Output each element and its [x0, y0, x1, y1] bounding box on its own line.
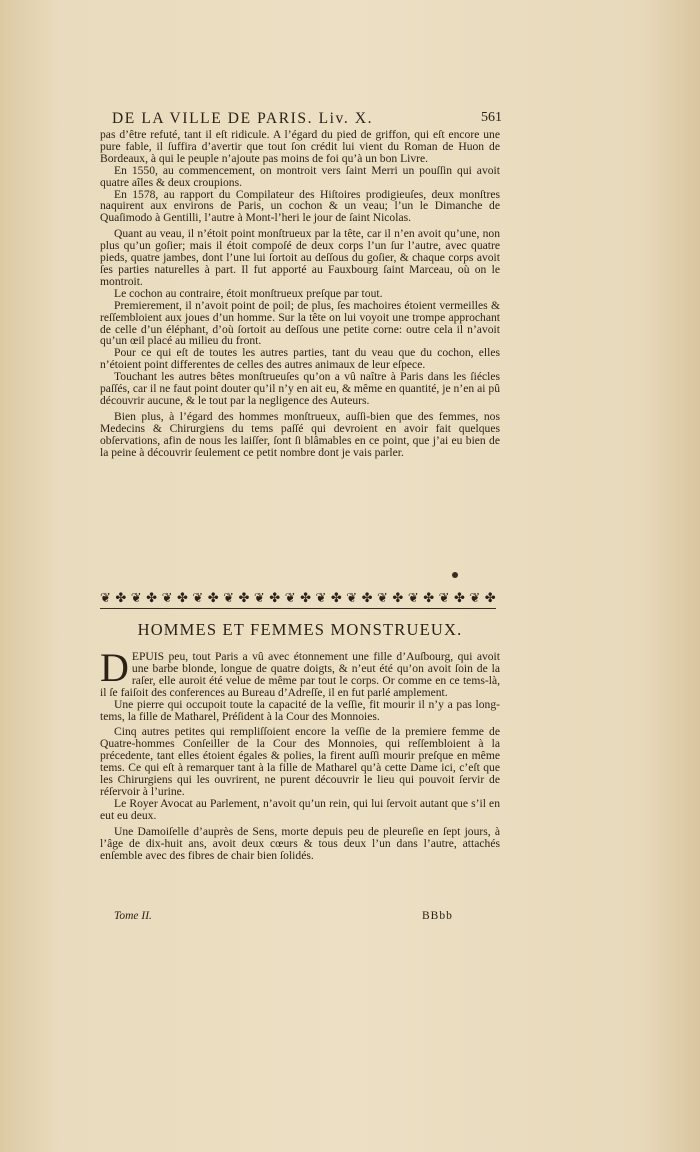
paragraph: Une pierre qui occupoit toute la capacité de la veſſie, fit mourir il n’y a pas long-tems, la fille de Matharel, Préſident à la Cour des Monnoies.: [100, 697, 500, 723]
paragraph: En 1578, au rapport du Compilateur des Hiſtoires prodigieuſes, deux monſtres naquirent aux environs de Paris, un cochon & un veau; l’un le Dimanche de Quaſimodo à Gentilli, l’autre à Mont-l’heri le jour de ſaint Nicolas.: [100, 187, 500, 225]
section-title: HOMMES ET FEMMES MONSTRUEUX.: [137, 620, 463, 639]
paragraph: Pour ce qui eſt de toutes les autres parties, tant du veau que du cochon, elles n’étoient point differentes de celles des autres animaux de leur eſpece.: [100, 346, 500, 372]
bottom-text-block: [100, 645, 500, 862]
running-title: DE LA VILLE DE PARIS. Liv. X.: [112, 110, 374, 127]
first-paragraph-text: EPUIS peu, tout Paris a vû avec étonnement une fille d’Auſbourg, qui avoit une barbe blonde, longue de quatre doigts, & n’eut été qu’on avoit ſoin de la raſer, elle auroit été velue de même par tout le corps. Or comme en ce tems-là, il ſe faiſoit des conferences au Bureau d’Adreſſe, il en fut parlé amplement.: [100, 650, 500, 699]
running-head: [100, 110, 500, 130]
paragraph: Touchant les autres bêtes monſtrueuſes qu’on a vû naître à Paris dans les ſiécles paſſés, car il ne faut point douter qu’il n’y en ait eu, & même en quantité, je n’en ai pû découvrir aucune, & le tout par la negligence des Auteurs.: [100, 370, 500, 407]
signature-mark: BBbb: [422, 910, 453, 922]
paragraph: Premierement, il n’avoit point de poil; de plus, ſes machoires étoient vermeilles & reſſembloient aux joues d’un homme. Sur la tête on lui voyoit une trompe approchant de celle d’un éléphant, d’où ſortoit au deſſous une petite corne: outre cela il n’avoit qu’un œil placé au milieu du front.: [100, 298, 500, 348]
page-footer: [100, 910, 500, 926]
top-text-block: [100, 129, 500, 458]
paragraph: En 1550, au commencement, on montroit vers ſaint Merri un pouſſin qui avoit quatre aîles & deux croupions.: [100, 163, 500, 189]
paragraph: Cinq autres petites qui rempliſſoient encore la veſſie de la premiere femme de Quatre-hommes Conſeiller de la Cour des Monnoies, qui reſſembloient à la précedente, tant elles étoient égales & polies, la firent auſſi mourir preſque en même tems. Ce qui eſt à remarquer tant à la fille de Matharel qu’à cette Dame ici, c’eſt que les Chirurgiens qui les ouvrirent, ne purent découvrir le lieu qui pouvoit ſervir de réſervoir à l’urine.: [100, 725, 500, 798]
first-paragraph: [100, 645, 500, 699]
paragraph: Quant au veau, il n’étoit point monſtrueux par la tête, car il n’en avoit qu’une, non plus qu’un goſier; mais il étoit compoſé de deux corps l’un ſur l’autre, avec quatre pieds, quatre jambes, dont l’une lui ſortoit au deſſous du goſier, & chaque corps avoit ſes parties naturelles à part. Il fut apporté au Fauxbourg ſaint Marceau, où on le montroit.: [100, 227, 500, 288]
paragraph: Le Royer Avocat au Parlement, n’avoit qu’un rein, qui lui ſervoit autant que s’il en eut eu deux.: [100, 796, 500, 822]
drop-cap: D: [100, 645, 129, 690]
ink-spot: [452, 572, 458, 578]
paragraph: pas d’être refuté, tant il eſt ridicule. A l’égard du pied de griffon, qui eſt encore une pure fable, il ſuffira d’avertir que tout ſon crédit lui vient du Roman de Huon de Bordeaux, à qui le peuple n’ajoute pas moins de foi qu’à un bon Livre.: [100, 128, 500, 165]
page-number: 561: [481, 110, 502, 125]
ornamental-band: ❦ ✤ ❦ ✤ ❦ ✤ ❦ ✤ ❦ ✤ ❦ ✤ ❦ ✤ ❦ ✤ ❦ ✤ ❦ ✤ ❦ ✤ ❦ ✤ ❦ ✤: [100, 588, 496, 609]
volume-label: Tome II.: [114, 910, 152, 922]
paragraph: Le cochon au contraire, étoit monſtrueux preſque par tout.: [114, 286, 383, 300]
paragraph: Bien plus, à l’égard des hommes monſtrueux, auſſi-bien que des femmes, nos Medecins & Chirurgiens du tems paſſé qui devroient en avoir fait quelques obſervations, afin de nous les laiſſer, ſont ſi blâmables en ce point, que j’ai eu bien de la peine à découvrir ſeulement ce petit nombre dont je vais parler.: [100, 409, 500, 459]
paragraph: Une Damoiſelle d’auprès de Sens, morte depuis peu de pleureſie en ſept jours, à l’âge de dix-huit ans, avoit deux cœurs & tous deux l’un dans l’autre, attachés enſemble avec des fibres de chair bien ſolidés.: [100, 824, 500, 862]
